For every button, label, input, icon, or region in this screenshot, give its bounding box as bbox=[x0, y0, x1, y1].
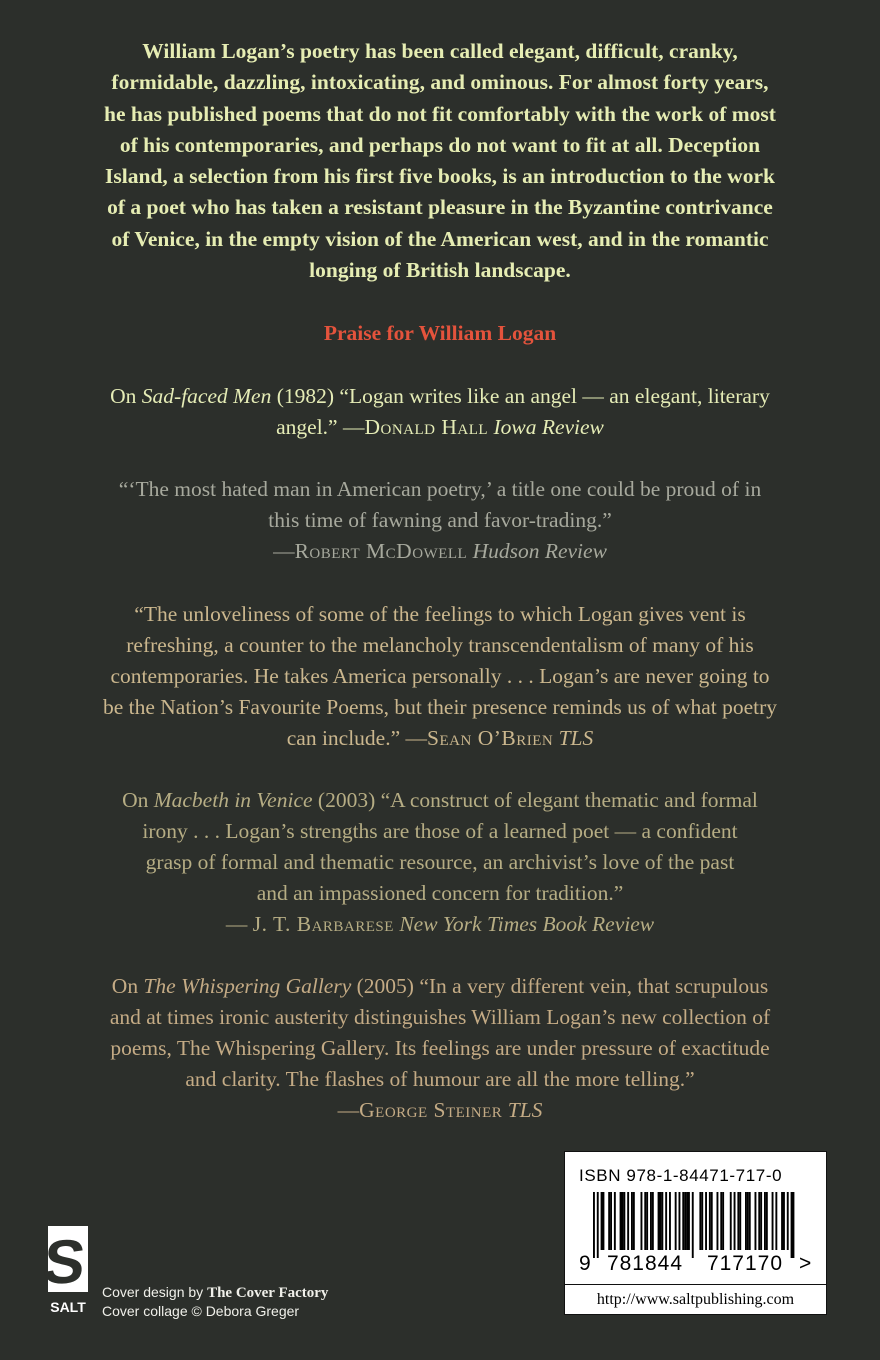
barcode-bar bbox=[644, 1192, 646, 1250]
salt-logo-name: SALT bbox=[50, 1299, 86, 1315]
barcode-bar bbox=[787, 1192, 789, 1250]
barcode-bar bbox=[646, 1192, 648, 1250]
barcode-bar bbox=[603, 1192, 605, 1250]
quote-author: Donald Hall bbox=[364, 415, 489, 439]
quote-text: “‘The most hated man in American poetry,’ a title one could be proud of in bbox=[118, 477, 762, 501]
quote-text: angel.” — bbox=[276, 415, 365, 439]
barcode-bar bbox=[665, 1192, 667, 1250]
barcode-bar bbox=[747, 1192, 749, 1250]
barcode-bar bbox=[791, 1192, 793, 1258]
barcode-bar bbox=[749, 1192, 751, 1250]
quote-dash: — bbox=[225, 912, 253, 936]
quote-author: Sean O’Brien bbox=[427, 726, 554, 750]
barcode-bar bbox=[745, 1192, 747, 1250]
isbn-label: ISBN 978-1-84471-717-0 bbox=[579, 1166, 783, 1185]
quote-text: this time of fawning and favor-trading.” bbox=[268, 508, 612, 532]
barcode-bar bbox=[758, 1192, 760, 1250]
quote-source: Iowa Review bbox=[493, 415, 604, 439]
quote-source: Hudson Review bbox=[472, 539, 607, 563]
barcode-bar bbox=[686, 1192, 688, 1250]
credit-designer: The Cover Factory bbox=[207, 1285, 329, 1301]
quote-text: irony . . . Logan’s strengths are those of a learned poet — a confident bbox=[142, 819, 738, 843]
barcode-bar bbox=[675, 1192, 677, 1250]
quote-author: George Steiner bbox=[359, 1098, 503, 1122]
quote-text: (2003) “A construct of elegant thematic and formal bbox=[312, 788, 758, 812]
barcode-digits-left: 781844 bbox=[606, 1252, 684, 1275]
blurb-line: William Logan’s poetry has been called elegant, difficult, cranky, bbox=[142, 39, 738, 63]
isbn-barcode-box bbox=[564, 1151, 827, 1315]
barcode-bar bbox=[623, 1192, 625, 1250]
blurb-line: longing of British landscape. bbox=[309, 258, 571, 283]
barcode-bar bbox=[627, 1192, 629, 1250]
barcode-bar bbox=[650, 1192, 652, 1250]
barcode-bars bbox=[593, 1192, 794, 1258]
barcode-bar bbox=[701, 1192, 703, 1250]
praise-heading: Praise for William Logan bbox=[323, 321, 557, 345]
quote-hall bbox=[50, 381, 830, 443]
barcode-bar bbox=[730, 1192, 732, 1250]
barcode-bar bbox=[679, 1192, 681, 1250]
barcode-bar bbox=[597, 1192, 599, 1258]
quote-text: poems, The Whispering Gallery. Its feelings are under pressure of exactitude bbox=[110, 1036, 770, 1060]
barcode-bar bbox=[622, 1192, 624, 1250]
quote-text: On bbox=[110, 384, 142, 408]
salt-logo-mark bbox=[39, 1226, 89, 1316]
barcode-bar bbox=[661, 1192, 663, 1250]
barcode-bar bbox=[766, 1192, 768, 1250]
quote-text: On bbox=[111, 974, 144, 998]
quote-dash: — bbox=[273, 539, 295, 563]
cover-design-credit bbox=[102, 1283, 328, 1302]
salt-logo-letter: S bbox=[39, 1228, 89, 1297]
barcode-bar bbox=[755, 1192, 757, 1250]
quote-dash: — bbox=[337, 1098, 360, 1122]
barcode-bar bbox=[739, 1192, 741, 1250]
barcode-bar bbox=[669, 1192, 671, 1250]
barcode-bar bbox=[781, 1192, 783, 1250]
barcode-bar bbox=[709, 1192, 711, 1250]
quote-text: “The unloveliness of some of the feelings to which Logan gives vent is bbox=[134, 602, 746, 626]
blurb-line: of Venice, in the empty vision of the American west, and in the romantic bbox=[111, 226, 769, 251]
quote-text: contemporaries. He takes America personally . . . Logan’s are never going to bbox=[110, 664, 770, 688]
barcode-digit-end: > bbox=[799, 1252, 812, 1275]
barcode-bar bbox=[692, 1192, 694, 1258]
barcode-bar bbox=[722, 1192, 724, 1250]
quote-source: TLS bbox=[507, 1098, 543, 1122]
quote-mcdowell bbox=[50, 474, 830, 567]
barcode-bar bbox=[658, 1192, 660, 1250]
barcode-digit-first: 9 bbox=[579, 1252, 591, 1275]
barcode-bar bbox=[610, 1192, 612, 1250]
quote-steiner bbox=[50, 971, 830, 1126]
quote-text: be the Nation’s Favourite Poems, but their presence reminds us of what poetry bbox=[102, 695, 778, 719]
quote-text: On bbox=[122, 788, 154, 812]
barcode-bar bbox=[760, 1192, 762, 1250]
barcode-bar bbox=[699, 1192, 701, 1250]
quote-text: (1982) “Logan writes like an angel — an elegant, literary bbox=[271, 384, 770, 408]
barcode-digits-right: 717170 bbox=[706, 1252, 784, 1275]
blurb-paragraph bbox=[40, 36, 840, 286]
barcode-bar bbox=[783, 1192, 785, 1250]
quote-obrien bbox=[50, 599, 830, 754]
cover-collage-credit: Cover collage © Debora Greger bbox=[102, 1303, 300, 1319]
work-title: Sad-faced Men bbox=[141, 384, 272, 408]
quote-text: (2005) “In a very different vein, that scrupulous bbox=[351, 974, 769, 998]
publisher-url: http://www.saltpublishing.com bbox=[565, 1284, 826, 1316]
barcode-bar bbox=[682, 1192, 684, 1250]
barcode-bar bbox=[593, 1192, 595, 1258]
blurb-line: formidable, dazzling, intoxicating, and ominous. For almost forty years, bbox=[111, 70, 769, 95]
barcode-bar bbox=[711, 1192, 713, 1250]
barcode-bar bbox=[734, 1192, 736, 1250]
barcode-bar bbox=[705, 1192, 707, 1250]
credit-prefix: Cover design by bbox=[102, 1284, 208, 1300]
quote-text: grasp of formal and thematic resource, an archivist’s love of the past bbox=[145, 850, 735, 874]
barcode-bar bbox=[614, 1192, 616, 1250]
barcode-bar bbox=[608, 1192, 610, 1250]
barcode-bar bbox=[772, 1192, 774, 1250]
quote-text: and at times ironic austerity distinguishes William Logan’s new collection of bbox=[109, 1005, 771, 1029]
barcode-bar bbox=[601, 1192, 603, 1250]
blurb-line: of his contemporaries, and perhaps do not want to fit at all. Deception bbox=[119, 132, 761, 157]
barcode-bar bbox=[684, 1192, 686, 1250]
quote-barbarese bbox=[50, 785, 830, 940]
quote-text: can include.” — bbox=[286, 726, 428, 750]
barcode-bar bbox=[764, 1192, 766, 1250]
quote-source: TLS bbox=[558, 726, 594, 750]
salt-logo bbox=[39, 1226, 89, 1316]
barcode-bar bbox=[641, 1192, 643, 1250]
barcode-image bbox=[579, 1192, 812, 1275]
work-title: The Whispering Gallery bbox=[143, 974, 352, 998]
quote-author: Robert McDowell bbox=[294, 539, 468, 563]
barcode-bar bbox=[775, 1192, 777, 1250]
work-title: Macbeth in Venice bbox=[153, 788, 313, 812]
cover-credits bbox=[102, 1283, 328, 1320]
barcode-bar bbox=[631, 1192, 633, 1250]
blurb-line: of a poet who has taken a resistant pleasure in the Byzantine contrivance bbox=[107, 195, 773, 220]
barcode-bar bbox=[793, 1192, 795, 1258]
quote-text: and an impassioned concern for tradition.” bbox=[256, 881, 624, 905]
blurb-line: he has published poems that do not fit comfortably with the work of most bbox=[104, 101, 776, 126]
quote-author: J. T. Barbarese bbox=[252, 912, 394, 936]
quote-text: refreshing, a counter to the melancholy transcendentalism of many of his bbox=[126, 633, 754, 657]
barcode-bar bbox=[720, 1192, 722, 1250]
barcode-bar bbox=[737, 1192, 739, 1250]
barcode-bar bbox=[688, 1192, 690, 1250]
blurb-line: Island, a selection from his first five books, is an introduction to the work bbox=[105, 164, 775, 189]
barcode-bar bbox=[660, 1192, 662, 1250]
quote-text: and clarity. The flashes of humour are all the more telling.” bbox=[185, 1067, 695, 1091]
barcode-bar bbox=[620, 1192, 622, 1250]
barcode-bar bbox=[717, 1192, 719, 1250]
barcode-bar bbox=[652, 1192, 654, 1250]
barcode-bar bbox=[633, 1192, 635, 1250]
quote-source: New York Times Book Review bbox=[399, 912, 655, 936]
